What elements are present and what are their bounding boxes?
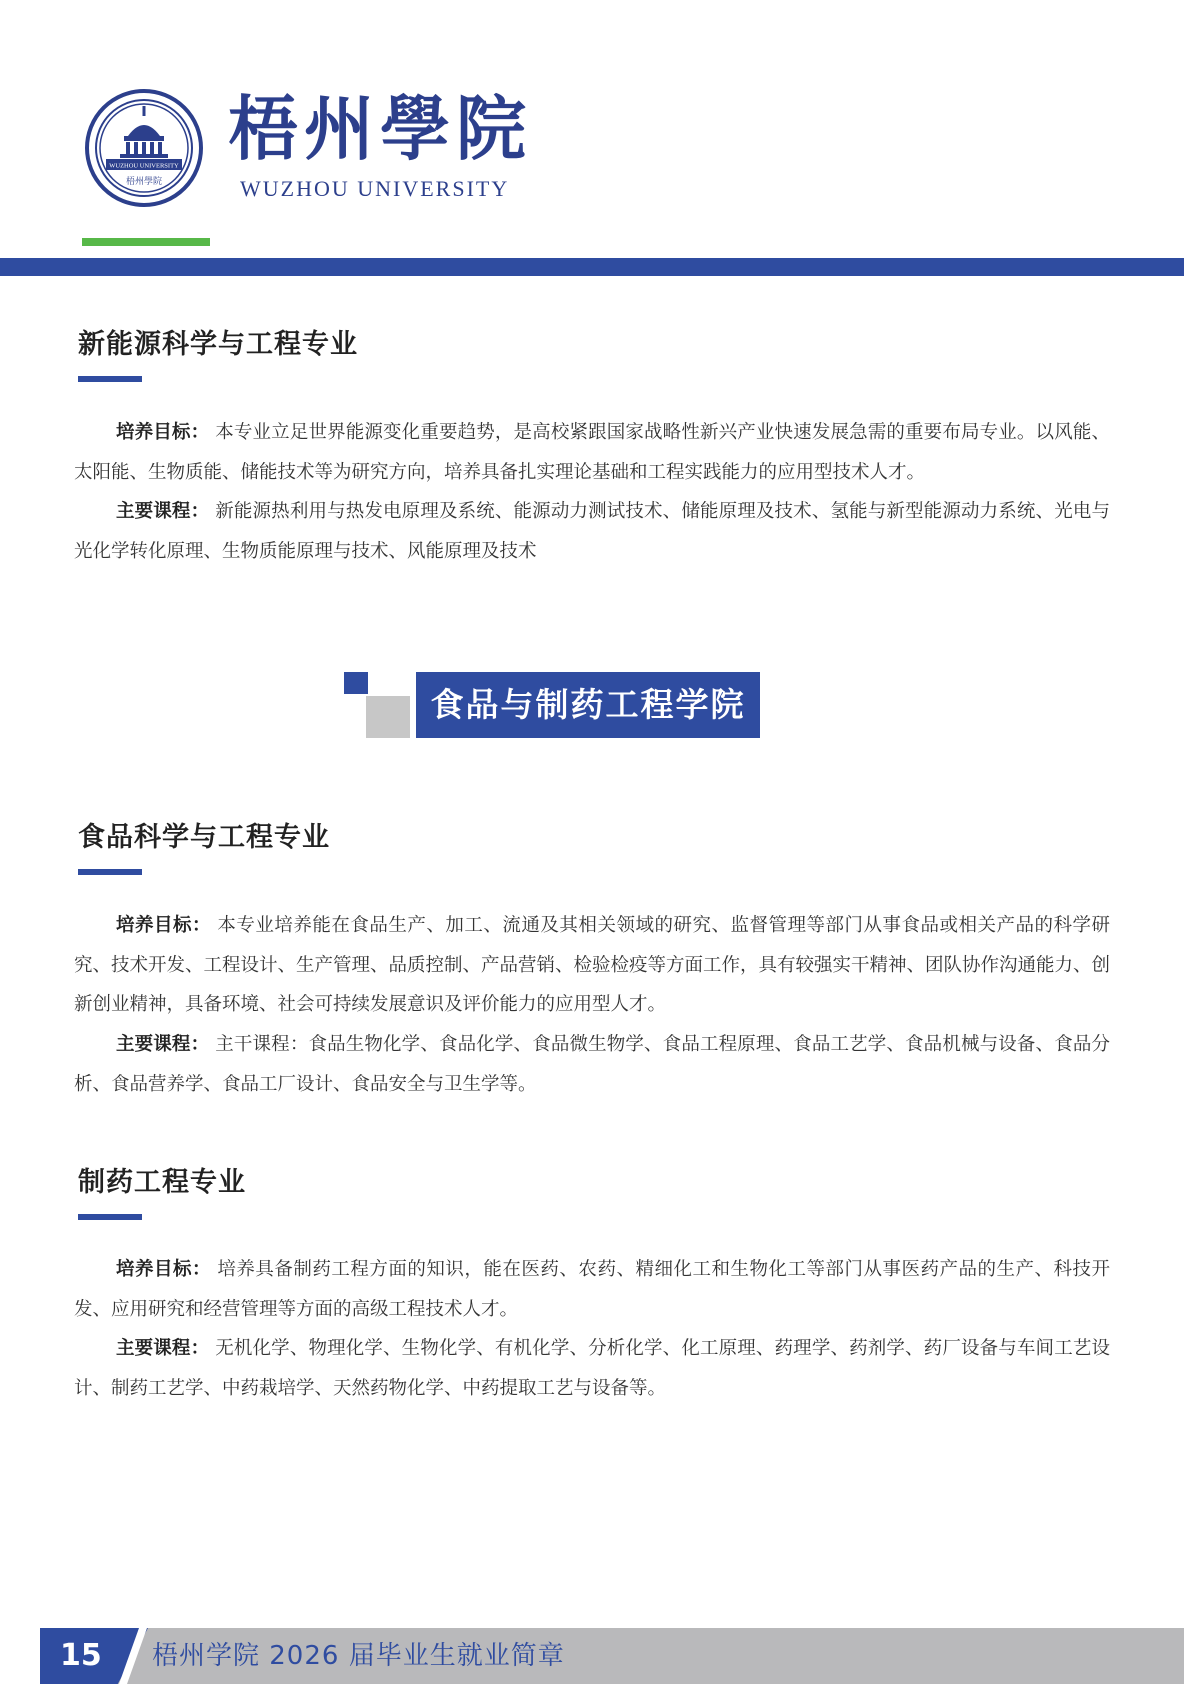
- title-underline: [78, 869, 142, 875]
- college-name: 食品与制药工程学院: [416, 672, 760, 738]
- major-title: 制药工程专业: [78, 1167, 246, 1198]
- banner-gray-square: [366, 696, 410, 738]
- accent-green-bar: [82, 238, 210, 246]
- main-courses-paragraph: [74, 1025, 1110, 1104]
- title-underline: [78, 376, 142, 382]
- goal-text: 本专业培养能在食品生产、加工、流通及其相关领域的研究、监督管理等部门从事食品或相关产品的科学研究、技术开发、工程设计、生产管理、品质控制、产品营销、检验检疫等方面工作，具有较强实干精神、团队协作沟通能力、创新创业精神，具备环境、社会可持续发展意识及评价能力的应用型人才。: [74, 915, 1111, 1015]
- course-label: 主要课程：: [116, 1034, 210, 1055]
- header-blue-band: [0, 258, 1184, 276]
- training-goal-paragraph: [74, 1250, 1110, 1329]
- goal-label: 培养目标：: [116, 915, 212, 936]
- goal-text: 本专业立足世界能源变化重要趋势，是高校紧跟国家战略性新兴产业快速发展急需的重要布局专业。以风能、太阳能、生物质能、储能技术等为研究方向，培养具备扎实理论基础和工程实践能力的应用型技术人才。: [74, 422, 1110, 483]
- goal-text: 培养具备制药工程方面的知识，能在医药、农药、精细化工和生物化工等部门从事医药产品的生产、科技开发、应用研究和经营管理等方面的高级工程技术人才。: [74, 1259, 1110, 1320]
- course-label: 主要课程：: [116, 501, 210, 522]
- university-name-cn: 梧州學院: [228, 87, 532, 170]
- course-text: 主干课程：食品生物化学、食品化学、食品微生物学、食品工程原理、食品工艺学、食品机械与设备、食品分析、食品营养学、食品工厂设计、食品安全与卫生学等。: [74, 1034, 1110, 1095]
- main-courses-paragraph: [74, 1329, 1110, 1408]
- training-goal-paragraph: [74, 413, 1110, 492]
- goal-label: 培养目标：: [116, 422, 210, 443]
- university-name-en: WUZHOU UNIVERSITY: [240, 176, 510, 201]
- training-goal-paragraph: [74, 906, 1110, 1025]
- page-number: 15: [60, 1638, 102, 1673]
- footer-title: 梧州学院 2026 届毕业生就业简章: [152, 1641, 565, 1671]
- major-title: 食品科学与工程专业: [78, 822, 330, 853]
- course-label: 主要课程：: [116, 1338, 210, 1359]
- main-courses-paragraph: [74, 492, 1110, 571]
- course-text: 新能源热利用与热发电原理及系统、能源动力测试技术、储能原理及技术、氢能与新型能源动力系统、光电与光化学转化原理、生物质能原理与技术、风能原理及技术: [74, 501, 1110, 562]
- college-banner: [344, 672, 760, 740]
- title-underline: [78, 1214, 142, 1220]
- goal-label: 培养目标：: [116, 1259, 212, 1280]
- university-seal-logo: [84, 88, 204, 208]
- banner-blue-square: [344, 672, 368, 694]
- seal-ribbon-text: WUZHOU UNIVERSITY: [109, 162, 179, 170]
- major-title: 新能源科学与工程专业: [78, 329, 358, 360]
- seal-cn-text: 梧州學院: [125, 177, 163, 187]
- course-text: 无机化学、物理化学、生物化学、有机化学、分析化学、化工原理、药理学、药剂学、药厂设备与车间工艺设计、制药工艺学、中药栽培学、天然药物化学、中药提取工艺与设备等。: [74, 1338, 1110, 1399]
